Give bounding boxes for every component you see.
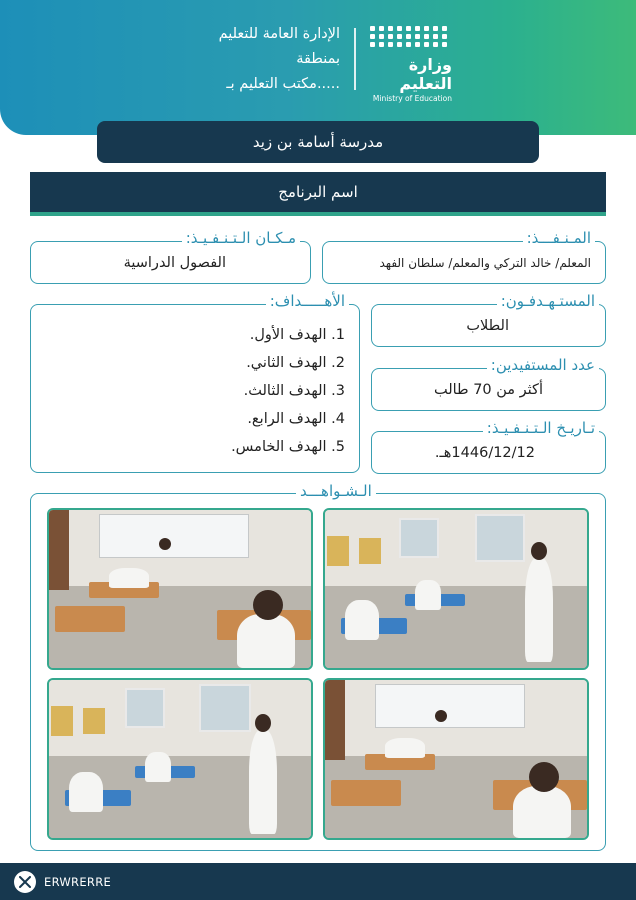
goal-item: 2. الهدف الثاني. — [246, 355, 345, 371]
location-label: مـكـان الـتـنـفـيـذ: — [182, 229, 300, 247]
ministry-logo — [366, 26, 456, 103]
evidence-label: الـشـواهـــد — [296, 482, 376, 500]
beneficiaries-value: أكثر من 70 طالب — [433, 381, 543, 398]
logo-english-text: Ministry of Education — [372, 94, 452, 103]
executor-value: المعلم/ خالد التركي والمعلم/ سلطان الفهد — [379, 255, 591, 270]
goal-item: 1. الهدف الأول. — [249, 327, 345, 343]
header-line-2: بمنطقة — [296, 51, 340, 67]
executor-label: المـنـفـــذ: — [523, 229, 595, 247]
goals-box — [30, 292, 360, 473]
evidence-photo-3[interactable] — [47, 678, 313, 840]
goals-label: الأهـــــداف: — [266, 292, 349, 310]
footer-bar — [0, 863, 636, 900]
header-line-1: الإدارة العامة للتعليم — [218, 26, 340, 42]
date-label: تـاريـخ الـتـنـفـيـذ: — [483, 419, 599, 437]
location-value: الفصول الدراسية — [123, 254, 226, 271]
header-line-3: مكتب التعليم بـ..... — [226, 76, 340, 92]
x-logo-icon[interactable] — [14, 871, 36, 893]
target-value: الطلاب — [466, 317, 509, 334]
location-box — [30, 229, 311, 284]
goal-item: 3. الهدف الثالث. — [243, 383, 345, 399]
x-glyph-icon — [19, 876, 31, 888]
beneficiaries-box — [371, 356, 606, 411]
header-banner — [0, 0, 636, 135]
logo-arabic-text: وزارة التعليم — [399, 55, 452, 93]
logo-dots-icon — [370, 26, 456, 47]
evidence-photo-2[interactable] — [323, 508, 589, 670]
school-name-bar: مدرسة أسامة بن زيد — [97, 121, 539, 163]
evidence-photo-4[interactable] — [323, 678, 589, 840]
evidence-section — [30, 482, 606, 851]
footer-handle[interactable]: ERWRERRE — [44, 874, 112, 889]
date-value: 1446/12/12هـ. — [434, 444, 535, 461]
target-box — [371, 292, 606, 347]
header-divider — [354, 28, 356, 90]
program-name-bar: اسم البرنامج — [30, 172, 606, 216]
target-label: المستـهـدفـون: — [497, 292, 599, 310]
executor-box — [322, 229, 606, 284]
goal-item: 4. الهدف الرابع. — [247, 411, 345, 427]
evidence-photo-1[interactable] — [47, 508, 313, 670]
header-text — [140, 22, 340, 97]
date-box — [371, 419, 606, 474]
goals-list — [231, 321, 345, 461]
goal-item: 5. الهدف الخامس. — [231, 439, 345, 455]
beneficiaries-label: عدد المستفيدين: — [487, 356, 599, 374]
